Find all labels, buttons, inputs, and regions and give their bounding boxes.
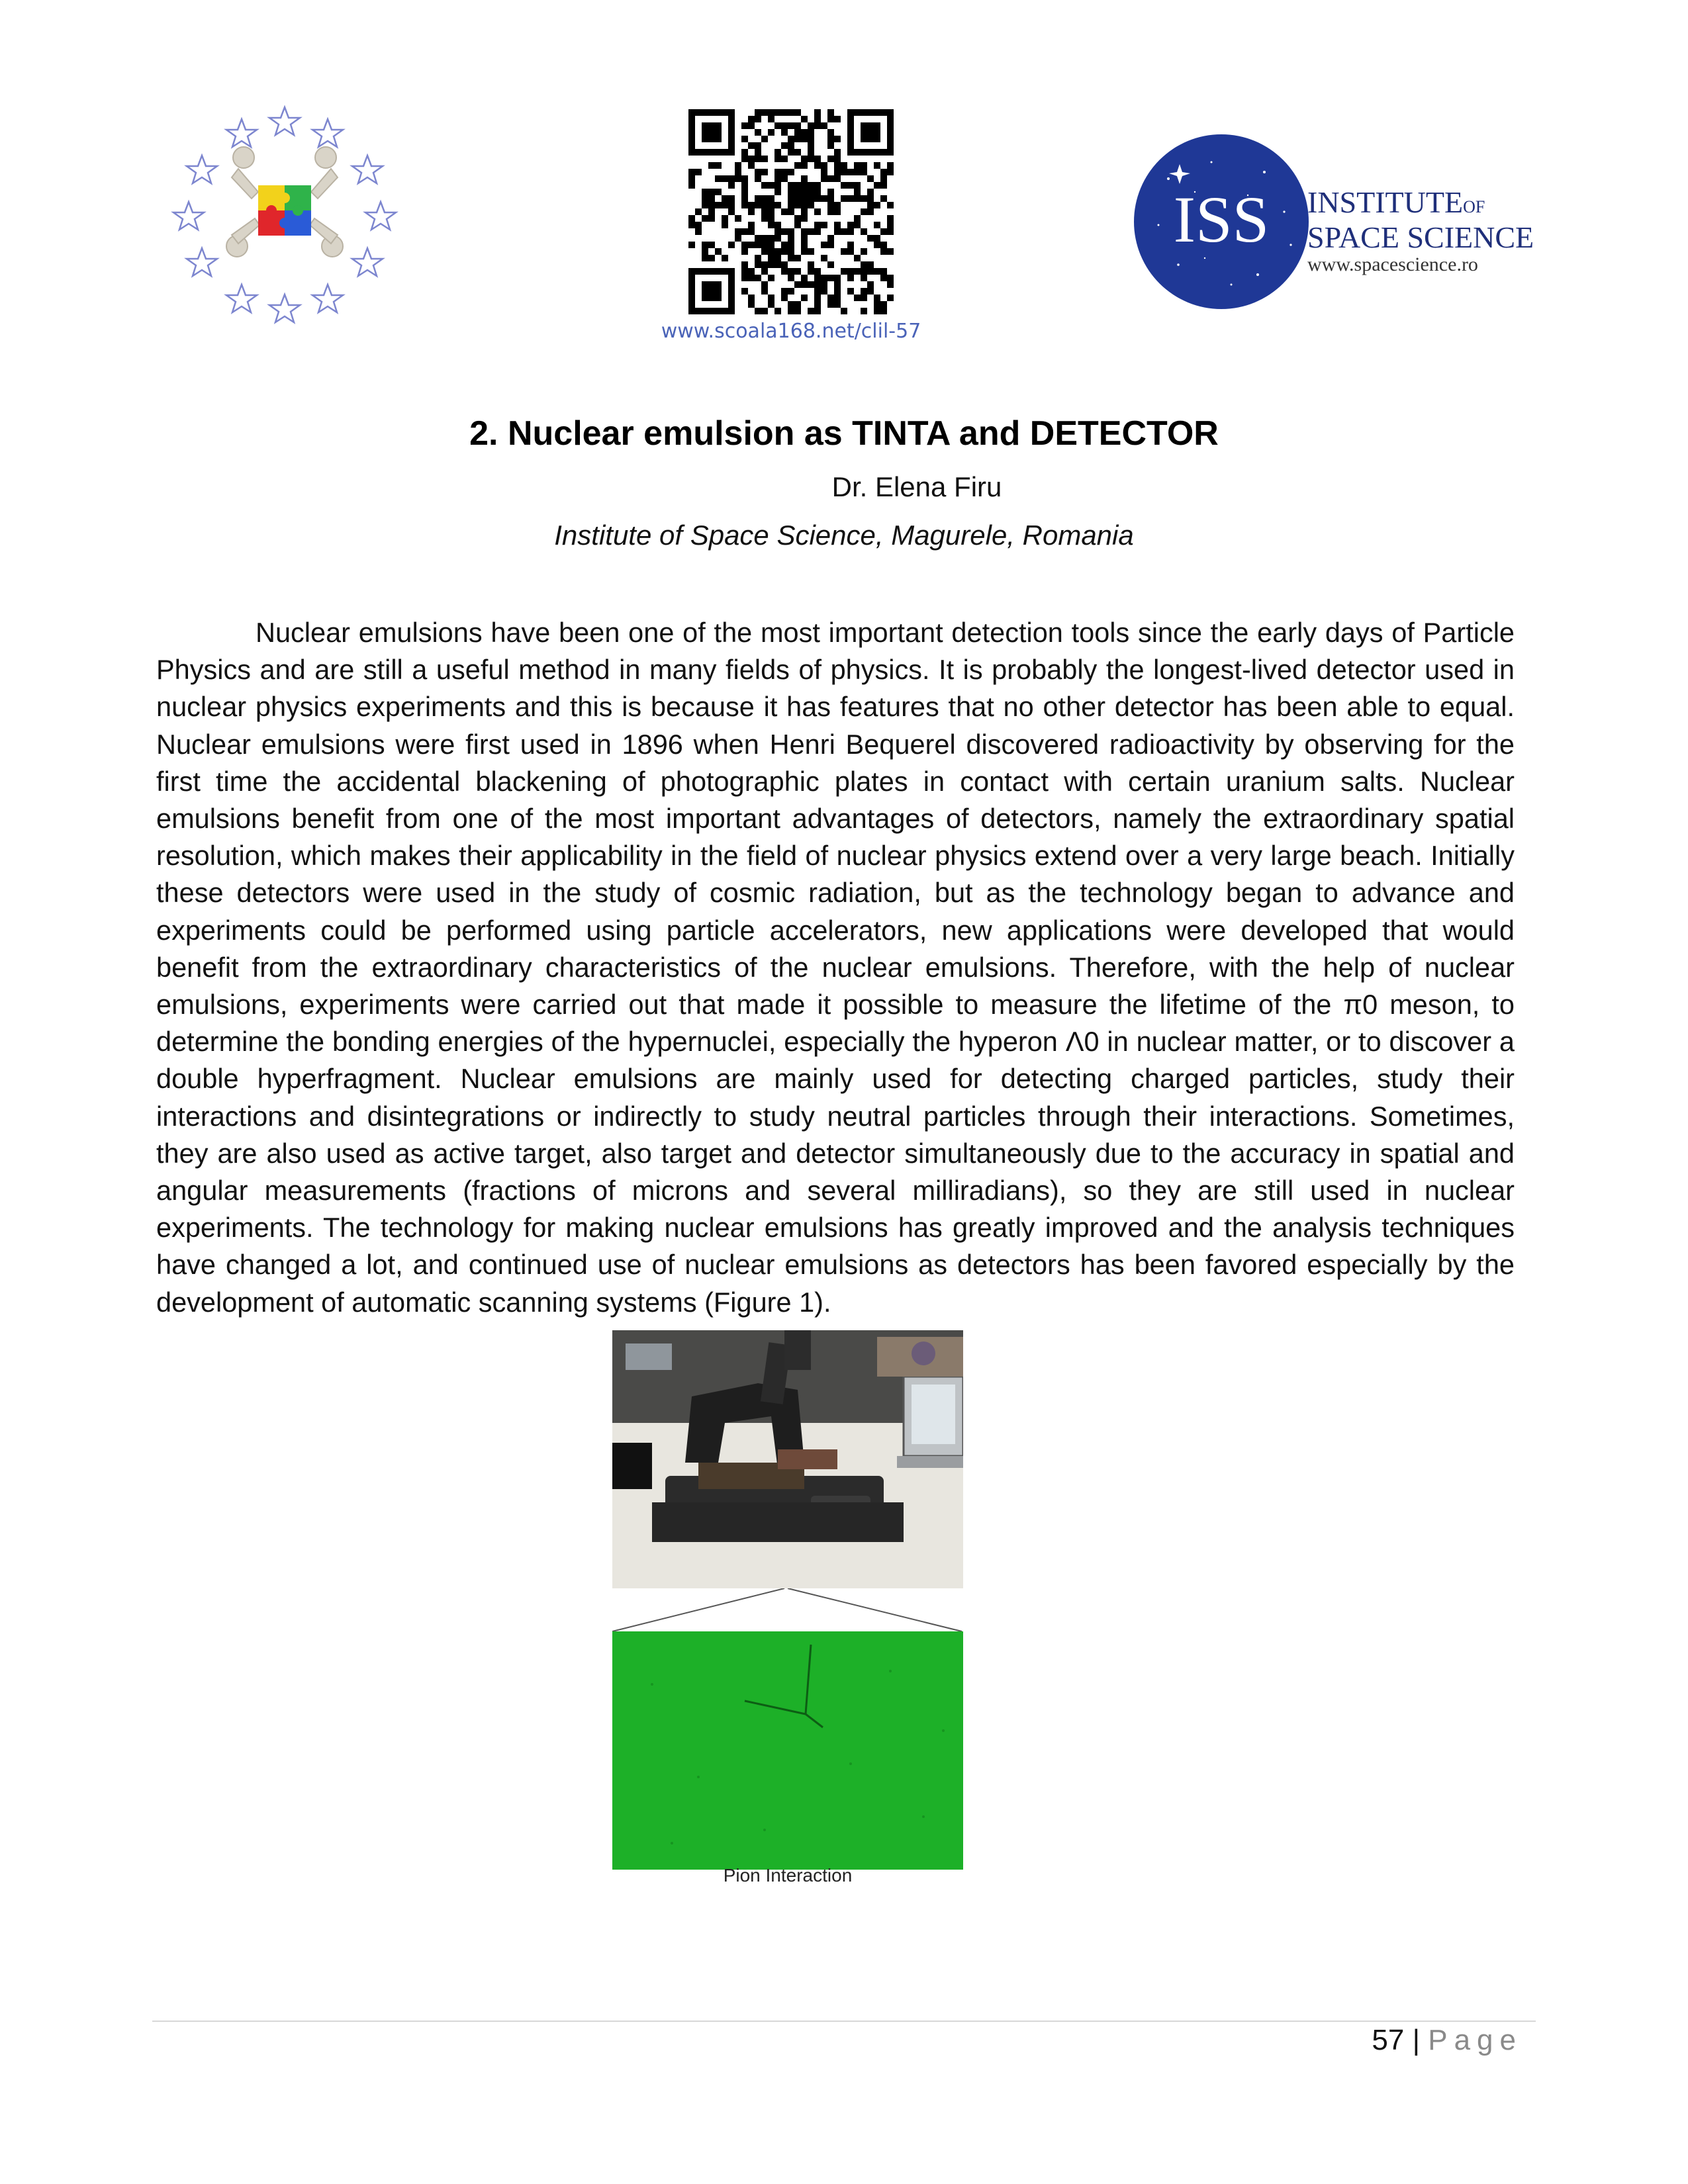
iss-logo xyxy=(1132,132,1311,311)
iss-line-1 xyxy=(1307,187,1546,222)
emulsion-micrograph-graphic xyxy=(612,1631,963,1870)
iss-institute-text: INSTITUTE xyxy=(1307,185,1464,219)
iss-line-2: SPACE SCIENCE xyxy=(1307,220,1534,254)
microscope-photo-graphic xyxy=(612,1330,963,1588)
iss-wordmark xyxy=(1307,187,1546,277)
microscope-photo xyxy=(612,1330,963,1588)
page-footer xyxy=(1258,2024,1523,2057)
iss-url-link[interactable]: www.spacescience.ro xyxy=(1307,253,1478,275)
footer-divider xyxy=(152,2021,1536,2022)
iss-logo-circle xyxy=(1132,132,1311,311)
article-title: 2. Nuclear emulsion as TINTA and DETECTOR xyxy=(469,414,1219,453)
stars-puzzle-logo-graphic xyxy=(165,93,404,331)
page-label: Page xyxy=(1428,2024,1523,2056)
zoom-connector-lines xyxy=(612,1588,963,1635)
qr-code-graphic xyxy=(688,109,894,314)
figure-caption: Pion Interaction xyxy=(723,1865,853,1886)
project-logo xyxy=(165,93,404,331)
page-number: 57 xyxy=(1372,2024,1405,2056)
iss-abbr: ISS xyxy=(1173,183,1270,256)
qr-url-link[interactable]: www.scoala168.net/clil-57 xyxy=(661,320,921,343)
article-author: Dr. Elena Firu xyxy=(831,471,1002,502)
article-affiliation: Institute of Space Science, Magurele, Romania xyxy=(554,520,1134,551)
article-body-paragraph: Nuclear emulsions have been one of the most important detection tools since the early days of Particle Physics and are still a useful method in many fields of physics. It is probably the longest-lived detector used in nuclear physics experiments and this is because it has features that no other detector has been able to equal. Nuclear emulsions were first used in 1896 when Henri Bequerel discovered radioactivity by observing for the first time the accidental blackening of photographic plates in contact with certain uranium salts. Nuclear emulsions benefit from one of the most important advantages of detectors, namely the extraordinary spatial resolution, which makes their applicability in the field of nuclear physics extend over a very large beach. Initially these detectors were used in the study of cosmic radiation, but as the technology began to advance and experiments could be performed using particle accelerators, new applications were developed that would benefit from the extraordinary characteristics of the nuclear emulsions. Therefore, with the help of nuclear emulsions, experiments were carried out that made it possible to measure the lifetime of the π0 meson, to determine the bonding energies of the hypernuclei, especially the hyperon Λ0 in nuclear matter, or to discover a double hyperfragment. Nuclear emulsions are mainly used for detecting charged particles, study their interactions and disintegrations or indirectly to study neutral particles through their interactions. Sometimes, they are also used as active target, also target and detector simultaneously due to the accuracy in spatial and angular measurements (fractions of microns and several milliradians), so they are still used in nuclear experiments. The technology for making nuclear emulsions has greatly improved and the analysis techniques have changed a lot, and continued use of nuclear emulsions as detectors has been favored especially by the development of automatic scanning systems (Figure 1). xyxy=(156,617,1515,1318)
qr-code[interactable] xyxy=(688,109,894,314)
iss-of-text: OF xyxy=(1463,197,1485,216)
emulsion-micrograph xyxy=(612,1631,963,1870)
page-separator: | xyxy=(1412,2024,1420,2056)
